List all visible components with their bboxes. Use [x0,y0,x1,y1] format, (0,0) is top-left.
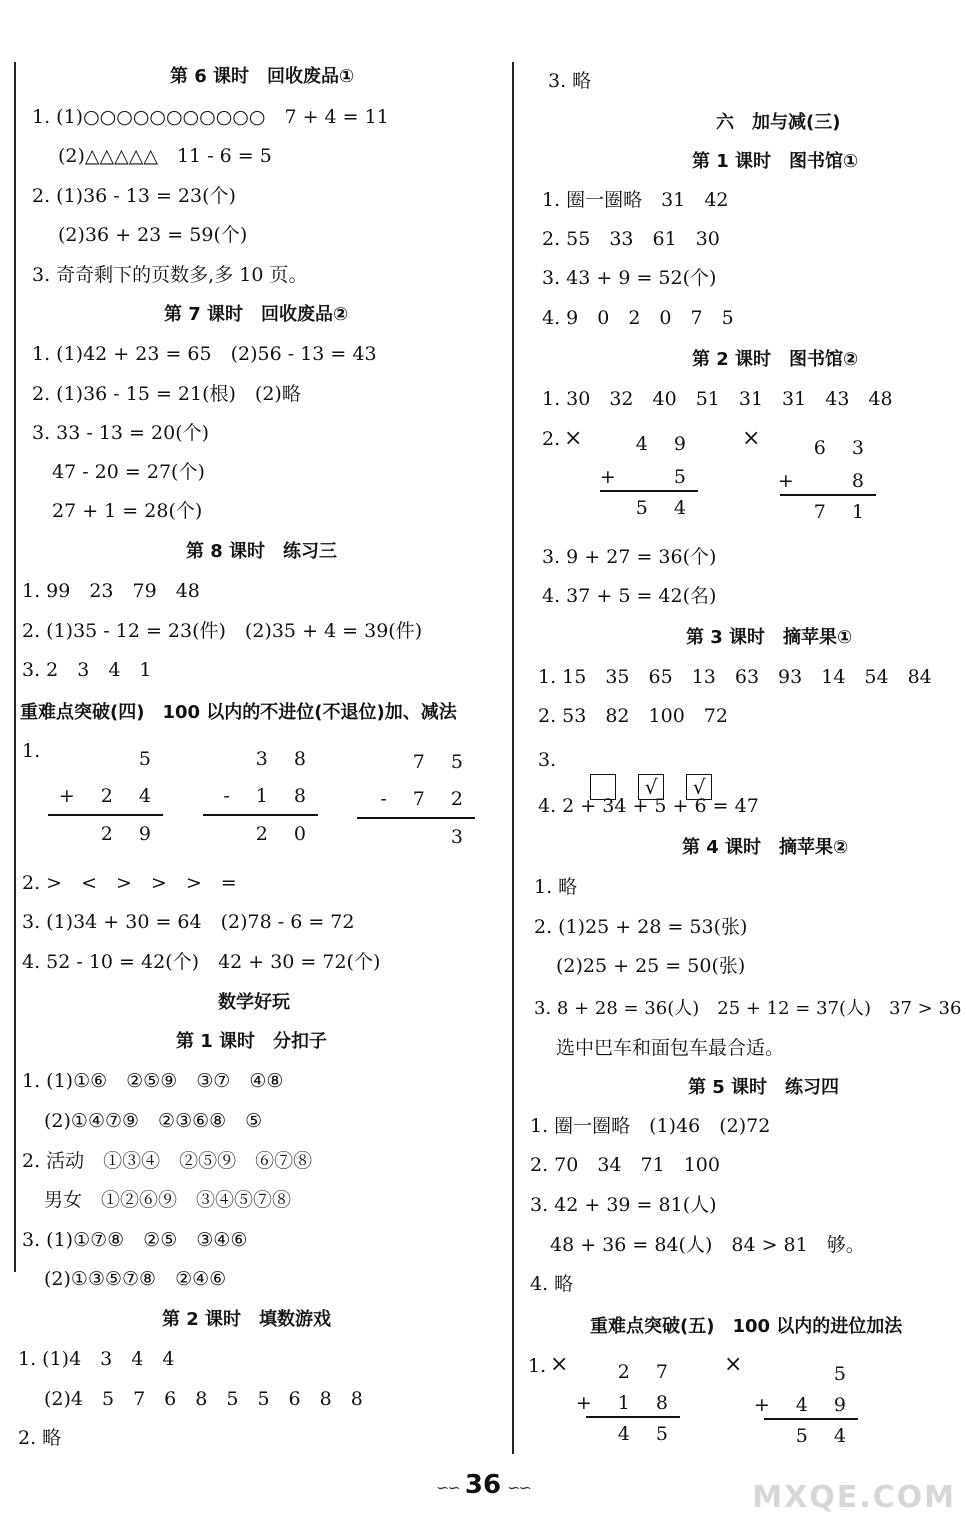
vertical-calculation [753,1362,858,1450]
answer-line: 2. 70 34 71 100 [530,1154,720,1176]
calc-row-top: 6 3 [813,437,874,459]
answer-line: 47 - 20 = 27(个) [52,461,205,483]
vertical-calculation [600,432,698,522]
answer-line: 1. (1)①⑥ ②⑤⑨ ③⑦ ④⑧ [22,1070,284,1092]
calc-row-top: 7 5 [412,751,473,773]
vertical-calculation [575,1360,680,1448]
calc-row-operand: + 4 9 [753,1394,856,1416]
answer-line: 2. 55 33 61 30 [542,228,720,250]
calc-line [780,494,876,496]
section-title-zn5: 重难点突破(五) 100 以内的进位加法 [590,1316,903,1337]
answer-line: 3. 9 + 27 = 36(个) [542,546,717,568]
answer-line: 3. 奇奇剩下的页数多,多 10 页。 [32,264,308,286]
answer-line: 3. (1)34 + 30 = 64 (2)78 - 6 = 72 [22,911,355,933]
vertical-calculation [203,742,318,852]
calc-line [203,814,318,816]
calc-row-result: 4 5 [617,1423,678,1445]
section-title-6: 第 6 课时 回收废品① [170,66,355,87]
checked-checkbox: √ [638,774,664,800]
calc-row-operand: + 2 4 [58,785,161,807]
calc-line [764,1418,858,1420]
answer-line: 3. 42 + 39 = 81(人) [530,1194,717,1216]
calc-row-top: 4 9 [635,433,696,455]
answer-line: 3. [538,749,557,771]
calc-row-top: 3 8 [255,748,316,770]
vertical-calculation [357,745,475,855]
answer-line: 2. (1)35 - 12 = 23(件) (2)35 + 4 = 39(件) [22,620,423,642]
answer-line: 2. (1)36 - 13 = 23(个) [32,185,236,207]
answer-line: 1. 圈一圈略 (1)46 (2)72 [530,1115,771,1137]
answer-line: 1. [528,1355,547,1377]
answer-line: 3. 8 + 28 = 36(人) 25 + 12 = 37(人) 37 > 36 [534,998,962,1019]
calc-line [357,817,475,819]
answer-line: (2)36 + 23 = 59(个) [58,224,248,246]
cross-mark: × [742,426,761,451]
section-title-library-1: 第 1 课时 图书馆① [692,151,859,172]
answer-line: 27 + 1 = 28(个) [52,500,203,522]
answer-line: 1. [22,740,41,762]
answer-line: (2)25 + 25 = 50(张) [556,955,746,977]
section-title-shuxue: 数学好玩 [218,992,290,1013]
vertical-calculation [777,436,876,526]
answer-line: 3. 略 [548,70,592,92]
answer-line: 4. 略 [530,1273,574,1295]
answer-line: 选中巴车和面包车最合适。 [556,1037,785,1059]
answer-line: 1. 30 32 40 51 31 31 43 48 [542,388,893,410]
ornament-right: ∽∽ [507,1478,530,1497]
answer-line: 4. 37 + 5 = 42(名) [542,585,717,607]
cross-mark: × [550,1352,569,1377]
calc-row-operand: + 1 8 [575,1392,678,1414]
answer-line: 1. 略 [534,876,578,898]
section-title-7: 第 7 课时 回收废品② [164,304,349,325]
calc-row-top: 5 [833,1363,856,1385]
calc-row-result: 5 4 [795,1425,856,1447]
calc-row-result: 2 9 [100,823,161,845]
cross-mark: × [724,1352,743,1377]
section-title-fenkouzi: 第 1 课时 分扣子 [176,1031,328,1052]
answer-line: 48 + 36 = 84(人) 84 > 81 够。 [550,1234,865,1256]
answer-line: 2. 略 [18,1427,62,1449]
calc-line [600,490,698,492]
column-divider [512,62,514,1454]
ornament-left: ∽∽ [436,1478,459,1497]
calc-row-result: 2 0 [255,823,316,845]
answer-line: 3. 43 + 9 = 52(个) [542,267,717,289]
answer-line: 1. (1)4 3 4 4 [18,1348,175,1370]
calc-row-operand: + 8 [777,470,874,492]
calc-row-top: 2 7 [617,1361,678,1383]
answer-line: 1. (1)42 + 23 = 65 (2)56 - 13 = 43 [32,343,377,365]
section-title-8: 第 8 课时 练习三 [186,541,338,562]
section-title-apple-1: 第 3 课时 摘苹果① [686,627,853,648]
calc-row-top: 5 [138,748,161,770]
calc-row-result: 5 4 [635,497,696,519]
answer-line: (2)①④⑦⑨ ②③⑥⑧ ⑤ [44,1110,263,1132]
answer-line: 3. (1)①⑦⑧ ②⑤ ③④⑥ [22,1229,248,1251]
calc-row-operand: - 1 8 [223,785,316,807]
answer-line: 1. 99 23 79 48 [22,580,200,602]
section-title-zn4: 重难点突破(四) 100 以内的不进位(不退位)加、减法 [20,702,457,723]
vertical-calculation [48,742,163,852]
unit-title: 六 加与减(三) [716,112,841,133]
answer-line: (2)△△△△△ 11 - 6 = 5 [58,145,272,167]
cross-mark: × [564,426,583,451]
answer-line: 2. 53 82 100 72 [538,705,728,727]
section-title-practice-4: 第 5 课时 练习四 [688,1077,840,1098]
calc-row-result: 7 1 [813,501,874,523]
answer-line: 3. 33 - 13 = 20(个) [32,422,210,444]
calc-row-operand: - 7 2 [380,788,473,810]
answer-line: (2)①③⑤⑦⑧ ②④⑥ [44,1268,227,1290]
answer-line: 2. (1)36 - 15 = 21(根) (2)略 [32,383,301,405]
answer-line: 2. (1)25 + 28 = 53(张) [534,916,748,938]
section-title-tianshu: 第 2 课时 填数游戏 [162,1309,332,1330]
answer-line: 4. 9 0 2 0 7 5 [542,307,734,329]
answer-line: 2. 活动 ①③④ ②⑤⑨ ⑥⑦⑧ [22,1150,313,1172]
answer-line: 1. (1)○○○○○○○○○○○ 7 + 4 = 11 [32,106,389,128]
calc-row-result: 3 [450,826,473,848]
page-number: 36 [464,1470,502,1500]
calc-line [48,814,163,816]
section-title-apple-2: 第 4 课时 摘苹果② [682,837,849,858]
watermark-logo: MXQE.COM [752,1480,956,1515]
section-title-library-2: 第 2 课时 图书馆② [692,349,859,370]
checked-checkbox: √ [686,774,712,800]
answer-line: 2. [542,428,561,450]
answer-line: 4. 52 - 10 = 42(个) 42 + 30 = 72(个) [22,951,381,973]
answer-line: 3. 2 3 4 1 [22,659,152,681]
answer-line: 1. 15 35 65 13 63 93 14 54 84 [538,666,932,688]
calc-line [586,1416,680,1418]
answer-line: 2. > < > > > = [22,872,237,894]
answer-line: 1. 圈一圈略 31 42 [542,189,729,211]
answer-line: (2)4 5 7 6 8 5 5 6 8 8 [44,1388,363,1410]
left-margin-rule [14,62,16,1272]
answer-line: 男女 ①②⑥⑨ ③④⑤⑦⑧ [44,1189,292,1211]
answer-line: 4. 2 + 34 + 5 + 6 = 47 [538,795,759,817]
calc-row-operand: + 5 [599,466,696,488]
